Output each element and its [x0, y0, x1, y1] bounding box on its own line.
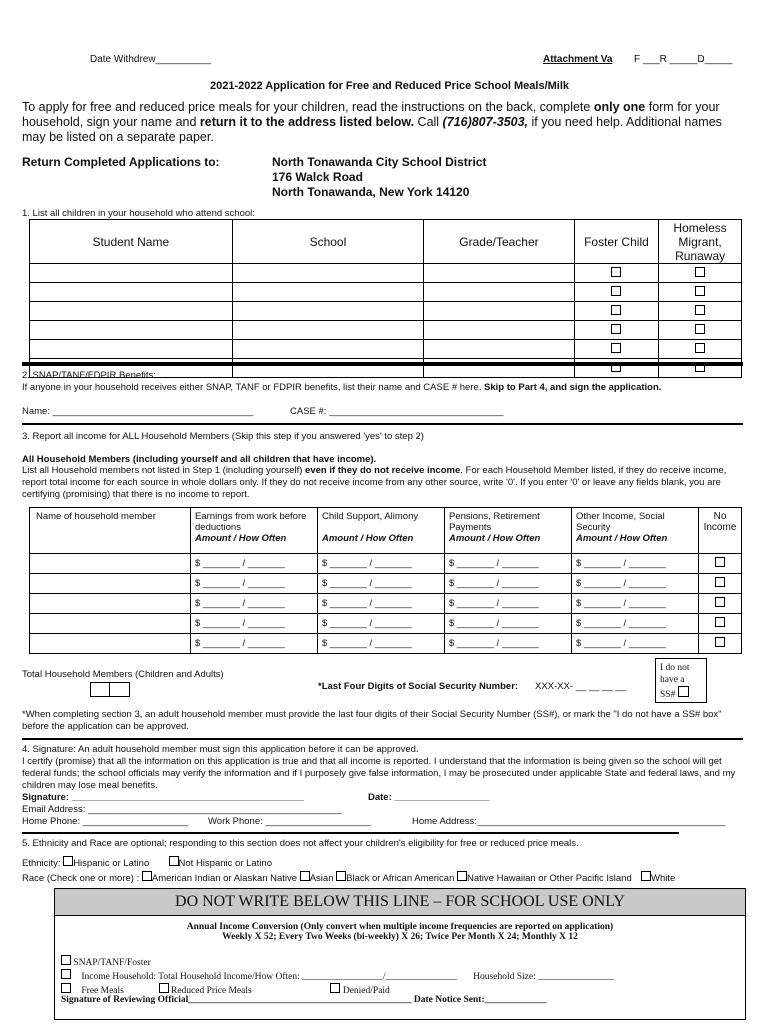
header-school: School — [232, 220, 424, 264]
home-phone-field[interactable]: Home Phone: ____________________ — [22, 816, 189, 827]
homeless-checkbox[interactable] — [695, 324, 705, 334]
determination-row: Free Meals Reduced Price Meals Denied/Paid — [61, 983, 390, 996]
no-ssn-box: I do not have a SS# — [655, 658, 707, 703]
no-ssn-checkbox[interactable] — [678, 686, 689, 697]
date-notice-sent[interactable]: Date Notice Sent:_____________ — [413, 995, 547, 1005]
signature-field[interactable]: Signature: ____________________________________________ — [22, 792, 305, 803]
step2-text: If anyone in your household receives either SNAP, TANF or FDPIR benefits, list their name and CASE # here. Skip to Part 4, and sign the application. — [22, 382, 662, 393]
header-grade-teacher: Grade/Teacher — [424, 220, 574, 264]
step3-title: 3. Report all income for ALL Household Members (Skip this step if you answered 'yes' to step 2) — [22, 431, 424, 442]
step4-certify: I certify (promise) that all the information on this application is true and that all income is reported. I understand that the information is being given so the school will get federal funds; the school officials may verify the information and if I purposely give false information, I may be prosecuted under applicable State and federal laws, and my children may lose meal benefits. — [22, 756, 736, 791]
foster-checkbox[interactable] — [611, 343, 621, 353]
step4-title: 4. Signature: An adult household member must sign this application before it can be approved. — [22, 744, 419, 755]
race-asian-checkbox[interactable] — [300, 871, 310, 881]
income-row: $ _______ / _______ $ _______ / _______ $ _______ / _______ $ _______ / _______ — [30, 634, 742, 654]
foster-checkbox[interactable] — [611, 286, 621, 296]
snap-checkbox[interactable] — [61, 955, 71, 965]
child-row — [30, 264, 742, 283]
work-phone-field[interactable]: Work Phone: ____________________ — [208, 816, 372, 827]
col-earnings: Earnings from work before deductions Amount / How Often — [191, 508, 318, 554]
no-income-checkbox[interactable] — [715, 557, 725, 567]
no-income-checkbox[interactable] — [715, 577, 725, 587]
step3-bold-line: All Household Members (including yourself and all children that have income). — [22, 454, 377, 465]
date-field[interactable]: Date: __________________ — [368, 792, 490, 803]
child-row — [30, 283, 742, 302]
step2-title: 2. SNAP/TANF/FDPIR Benefits: — [22, 370, 156, 381]
section-divider — [22, 423, 743, 425]
free-meals-checkbox[interactable] — [61, 983, 71, 993]
income-conversion-title: Annual Income Conversion (Only convert when multiple income frequencies are reported on application) — [186, 922, 614, 932]
not-hispanic-checkbox[interactable] — [169, 856, 179, 866]
income-household-checkbox[interactable] — [61, 969, 71, 979]
total-members-box[interactable] — [90, 682, 130, 697]
reviewing-official-row — [61, 995, 546, 1005]
foster-checkbox[interactable] — [611, 305, 621, 315]
return-address: North Tonawanda City School District 176 Walck Road North Tonawanda, New York 14120 — [272, 155, 487, 199]
race-black-checkbox[interactable] — [336, 871, 346, 881]
date-withdrew[interactable]: Date Withdrew__________ — [90, 54, 212, 65]
col-child-support: Child Support, Alimony Amount / How Often — [318, 508, 445, 554]
race-white-checkbox[interactable] — [641, 871, 651, 881]
header-foster-child: Foster Child — [574, 220, 659, 264]
denied-paid-checkbox[interactable] — [330, 983, 340, 993]
race-row: Race (Check one or more) : American Indian or Alaskan Native Asian Black or African American Native Hawaiian or Other Pacific Island White — [22, 873, 676, 884]
homeless-checkbox[interactable] — [695, 267, 705, 277]
ssn-note: *When completing section 3, an adult household member must provide the last four digits of their Social Security Number (SS#), or mark the "I do not have a SS# box" before the application can be approved. — [22, 709, 722, 732]
step2-case-field[interactable]: CASE #: _________________________________ — [290, 406, 504, 417]
intro-paragraph: To apply for free and reduced price meals for your children, read the instructions on the back, complete only one form for your household, sign your name and return it to the address listed below. Call (716)807-3503, if you need help. Additional names may be listed on a separate paper. — [22, 100, 722, 144]
income-row: $ _______ / _______ $ _______ / _______ $ _______ / _______ $ _______ / _______ — [30, 574, 742, 594]
reduced-price-checkbox[interactable] — [159, 983, 169, 993]
header-homeless: Homeless Migrant, Runaway — [659, 220, 742, 264]
ssn-field[interactable]: XXX-XX- __ __ __ __ — [535, 681, 626, 692]
col-name: Name of household member — [30, 508, 191, 554]
section-divider — [22, 738, 743, 740]
child-row — [30, 321, 742, 340]
header-student-name: Student Name — [30, 220, 233, 264]
foster-checkbox[interactable] — [611, 267, 621, 277]
income-household-row: Income Household: Total Household Income/How Often: _________________/_______________ Household Size: ________________ — [61, 969, 614, 982]
ssn-label: *Last Four Digits of Social Security Number: — [318, 681, 519, 692]
step1-label: 1. List all children in your household who attend school: — [22, 208, 255, 219]
office-banner: DO NOT WRITE BELOW THIS LINE – FOR SCHOOL USE ONLY — [55, 889, 745, 916]
frd-field[interactable]: F ___R _____D_____ — [634, 54, 733, 65]
no-income-checkbox[interactable] — [715, 597, 725, 607]
children-table — [29, 219, 742, 378]
homeless-checkbox[interactable] — [695, 343, 705, 353]
foster-checkbox[interactable] — [611, 324, 621, 334]
col-no-income: No Income — [699, 508, 742, 554]
attachment-label: Attachment Va — [543, 54, 613, 65]
total-members-label: Total Household Members (Children and Adults) — [22, 669, 224, 680]
col-pensions: Pensions, Retirement Payments Amount / How Often — [445, 508, 572, 554]
race-native-hawaiian-checkbox[interactable] — [457, 871, 467, 881]
no-income-checkbox[interactable] — [715, 617, 725, 627]
page-title: 2021-2022 Application for Free and Reduced Price School Meals/Milk — [210, 80, 570, 92]
no-income-checkbox[interactable] — [715, 637, 725, 647]
office-use-box — [54, 888, 746, 1020]
ethnicity-row: Ethnicity: Hispanic or Latino Not Hispanic or Latino — [22, 858, 272, 869]
income-row: $ _______ / _______ $ _______ / _______ $ _______ / _______ $ _______ / _______ — [30, 614, 742, 634]
child-row — [30, 302, 742, 321]
snap-row: SNAP/TANF/Foster — [61, 955, 151, 968]
income-row: $ _______ / _______ $ _______ / _______ $ _______ / _______ $ _______ / _______ — [30, 594, 742, 614]
step5-title: 5. Ethnicity and Race are optional; responding to this section does not affect your children's eligibility for free or reduced price meals. — [22, 838, 579, 849]
col-other-income: Other Income, Social Security Amount / How Often — [572, 508, 699, 554]
income-row: $ _______ / _______ $ _______ / _______ $ _______ / _______ $ _______ / _______ — [30, 554, 742, 574]
home-address-field[interactable]: Home Address:_______________________________________________ — [412, 816, 726, 827]
section-divider — [22, 832, 679, 834]
return-label: Return Completed Applications to: — [22, 155, 220, 169]
homeless-checkbox[interactable] — [695, 305, 705, 315]
email-field[interactable]: Email Address: ________________________________________________ — [22, 804, 342, 815]
hispanic-checkbox[interactable] — [63, 856, 73, 866]
income-table — [29, 507, 742, 654]
reviewing-official-signature[interactable]: Signature of Reviewing Official_______________________________________________ — [61, 995, 412, 1005]
section-divider — [22, 362, 743, 366]
race-american-indian-checkbox[interactable] — [142, 871, 152, 881]
step2-name-field[interactable]: Name: ______________________________________ — [22, 406, 254, 417]
child-row — [30, 340, 742, 359]
homeless-checkbox[interactable] — [695, 286, 705, 296]
step3-instructions: List all Household members not listed in Step 1 (including yourself) even if they do not receive income. For each Household Member listed, if they do receive income, report total income for each source in whole dollars only. If they do not receive income from any other source, write '0'. If you enter '0' or leave any fields blank, you are certifying (promising) that there is no income to report. — [22, 465, 727, 500]
income-conversion-rates: Weekly X 52; Every Two Weeks (bi-weekly) X 26; Twice Per Month X 24; Monthly X 12 — [222, 932, 578, 942]
